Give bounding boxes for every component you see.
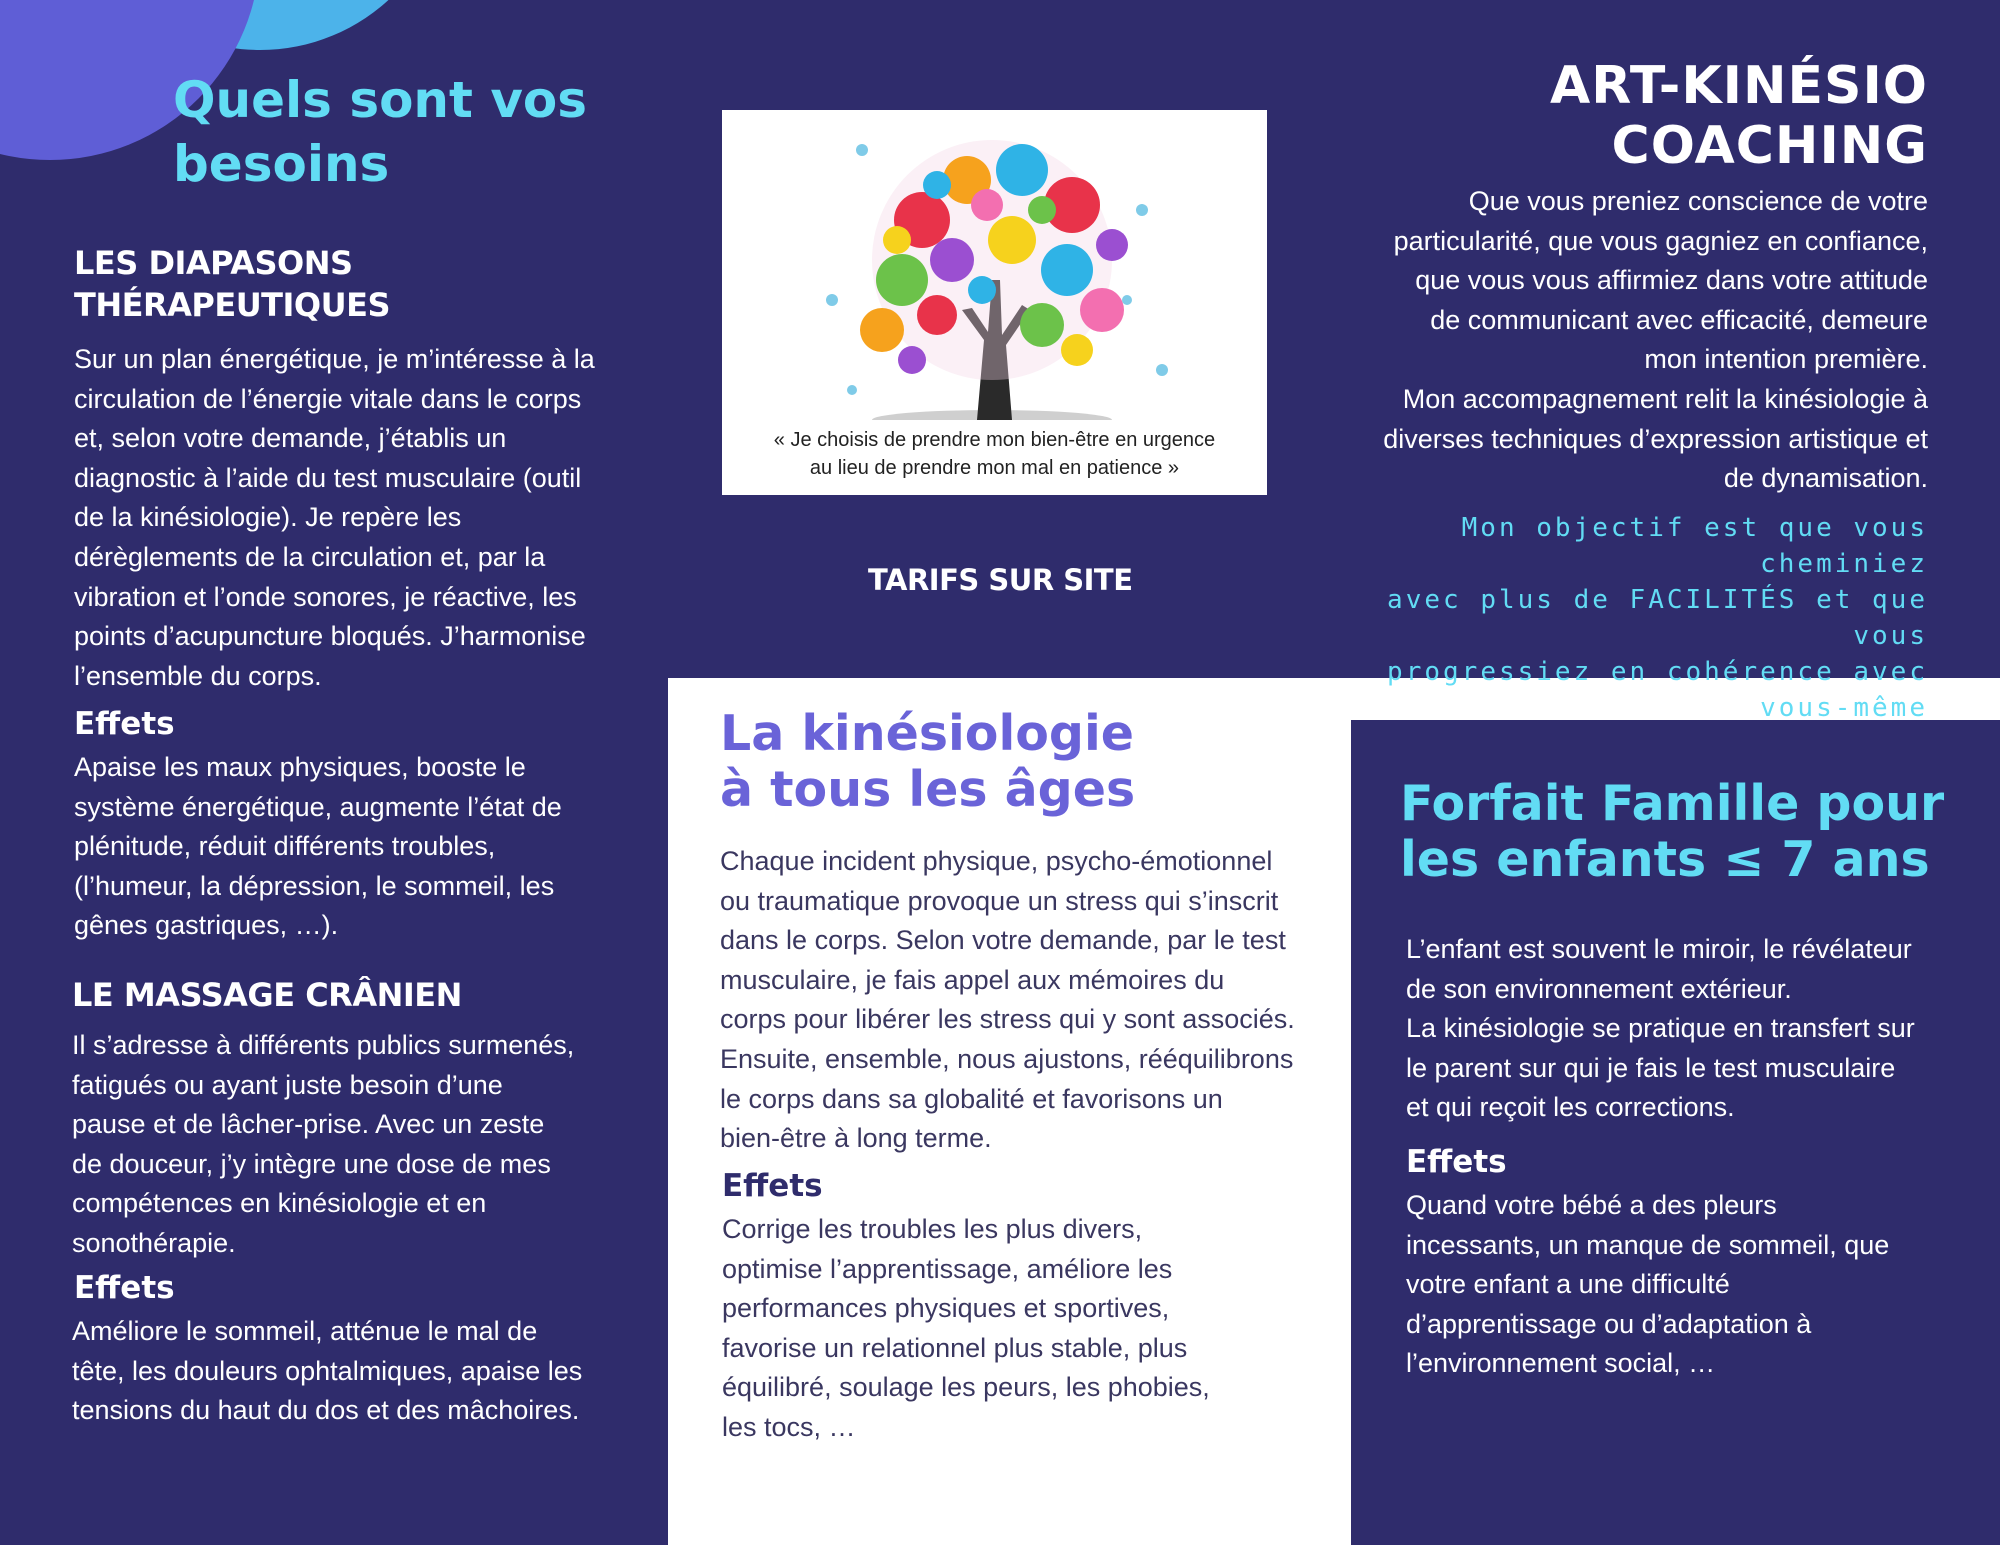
brand-line: COACHING — [1611, 116, 1928, 176]
objective-text — [1300, 510, 1928, 726]
heading-line: Quels sont vos — [173, 71, 588, 129]
massage-text — [72, 1026, 632, 1264]
brand-line: ART-KINÉSIO — [1549, 56, 1928, 116]
text-line: Sur un plan énergétique, je m’intéresse à la — [74, 344, 595, 374]
text-line: circulation de l’énergie vitale dans le corps — [74, 383, 582, 414]
text-line: fatigués ou ayant juste besoin d’une — [72, 1069, 503, 1100]
text-line: Quand votre bébé a des pleurs — [1406, 1190, 1777, 1220]
text-line: Apaise les maux physiques, booste le — [74, 752, 526, 782]
colorful-tree-illustration — [722, 110, 1267, 420]
text-line: musculaire, je fais appel aux mémoires du — [720, 964, 1225, 995]
text-line: et, selon votre demande, j’établis un — [74, 423, 507, 454]
text-line: La kinésiologie se pratique en transfert sur — [1406, 1013, 1915, 1044]
text-line: dérèglements de la circulation et, par la — [74, 541, 546, 572]
text-line: de dynamisation. — [1723, 463, 1928, 494]
text-line: ou traumatique provoque un stress qui s’inscrit — [720, 885, 1279, 916]
text-line: l’environnement social, … — [1406, 1348, 1716, 1379]
text-line: le parent sur qui je fais le test musculaire — [1406, 1052, 1896, 1083]
massage-effets-text — [72, 1312, 632, 1431]
title-line: Forfait Famille pour — [1400, 775, 1945, 832]
effets-label: Effets — [722, 1168, 823, 1204]
text-line: mon intention première. — [1644, 344, 1928, 375]
heading-line: besoins — [173, 135, 390, 193]
diapasons-text — [74, 340, 634, 696]
text-line: (l’humeur, la dépression, le sommeil, les — [74, 870, 555, 901]
massage-title: LE MASSAGE CRÂNIEN — [72, 976, 462, 1014]
text-line: points d’acupuncture bloqués. J’harmonise — [74, 621, 586, 652]
text-line: favorise un relationnel plus stable, plus — [722, 1332, 1188, 1363]
tarifs-link[interactable]: TARIFS SUR SITE — [868, 563, 1133, 597]
text-line: équilibré, soulage les peurs, les phobies, — [722, 1372, 1210, 1403]
text-line: tête, les douleurs ophtalmiques, apaise les — [72, 1355, 583, 1386]
text-line: Ensuite, ensemble, nous ajustons, rééquilibrons — [720, 1043, 1294, 1074]
effets-label: Effets — [74, 1270, 175, 1306]
text-line: gênes gastriques, …). — [74, 910, 339, 941]
text-line: vibration et l’onde sonores, je réactive, les — [74, 581, 577, 612]
text-line: dans le corps. Selon votre demande, par le test — [720, 925, 1286, 956]
text-line: de son environnement extérieur. — [1406, 973, 1792, 1004]
text-line: d’apprentissage ou d’adaptation à — [1406, 1308, 1812, 1339]
kinesio-text — [720, 842, 1340, 1159]
brand-title — [1350, 56, 1928, 176]
title-line: LES DIAPASONS — [74, 244, 353, 282]
text-line: bien-être à long terme. — [720, 1123, 992, 1154]
text-line: et qui reçoit les corrections. — [1406, 1092, 1735, 1123]
famille-text — [1406, 930, 1986, 1128]
text-line: progressiez en cohérence avec — [1387, 657, 1928, 687]
text-line: Améliore le sommeil, atténue le mal de — [72, 1316, 538, 1346]
text-line: Il s’adresse à différents publics surmenés, — [72, 1030, 575, 1060]
text-line: incessants, un manque de sommeil, que — [1406, 1229, 1890, 1260]
text-line: pause et de lâcher-prise. Avec un zeste — [72, 1109, 545, 1140]
kinesio-title — [720, 706, 1135, 818]
effets-label: Effets — [74, 706, 175, 742]
text-line: tensions du haut du dos et des mâchoires. — [72, 1395, 580, 1426]
text-line: L’enfant est souvent le miroir, le révélateur — [1406, 934, 1912, 964]
text-line: le corps dans sa globalité et favorisons un — [720, 1083, 1223, 1114]
text-line: Que vous preniez conscience de votre — [1468, 186, 1928, 216]
text-line: sonothérapie. — [72, 1227, 236, 1258]
text-line: optimise l’apprentissage, améliore les — [722, 1253, 1173, 1284]
famille-title — [1400, 776, 1944, 888]
text-line: performances physiques et sportives, — [722, 1293, 1170, 1324]
text-line: Mon objectif est que vous cheminiez — [1461, 513, 1928, 579]
title-line: à tous les âges — [720, 761, 1136, 818]
text-line: diverses techniques d’expression artistique et — [1383, 423, 1928, 454]
quote-line: au lieu de prendre mon mal en patience » — [809, 457, 1180, 479]
diapasons-title — [74, 242, 390, 326]
title-line: La kinésiologie — [720, 705, 1135, 762]
text-line: de la kinésiologie). Je repère les — [74, 502, 462, 533]
text-line: l’ensemble du corps. — [74, 660, 322, 691]
text-line: Corrige les troubles les plus divers, — [722, 1214, 1143, 1244]
text-line: vous-même — [1760, 693, 1928, 723]
image-quote — [722, 426, 1267, 482]
text-line: que vous vous affirmiez dans votre attitude — [1415, 265, 1928, 296]
text-line: de communicant avec efficacité, demeure — [1430, 304, 1928, 335]
text-line: les tocs, … — [722, 1411, 856, 1442]
quote-line: « Je choisis de prendre mon bien-être en urgence — [773, 429, 1216, 451]
text-line: corps pour libérer les stress qui y sont associés. — [720, 1004, 1295, 1035]
text-line: Mon accompagnement relit la kinésiologie à — [1402, 383, 1928, 414]
text-line: diagnostic à l’aide du test musculaire (outil — [74, 462, 582, 493]
text-line: avec plus de FACILITÉS et que vous — [1387, 585, 1928, 651]
title-line: THÉRAPEUTIQUES — [74, 286, 390, 324]
text-line: système énergétique, augmente l’état de — [74, 791, 562, 822]
page-heading — [173, 68, 587, 196]
kinesio-effets-text — [722, 1210, 1322, 1448]
tree-image — [722, 110, 1267, 495]
text-line: plénitude, réduit différents troubles, — [74, 831, 496, 862]
famille-effets-text — [1406, 1186, 1986, 1384]
text-line: Chaque incident physique, psycho-émotionnel — [720, 846, 1273, 876]
text-line: compétences en kinésiologie et en — [72, 1188, 487, 1219]
text-line: votre enfant a une difficulté — [1406, 1269, 1730, 1300]
diapasons-effets-text — [74, 748, 634, 946]
intro-text — [1300, 182, 1928, 499]
title-line: les enfants ≤ 7 ans — [1400, 831, 1930, 888]
effets-label: Effets — [1406, 1144, 1507, 1180]
text-line: particularité, que vous gagniez en confiance, — [1393, 225, 1928, 256]
text-line: de douceur, j’y intègre une dose de mes — [72, 1148, 551, 1179]
